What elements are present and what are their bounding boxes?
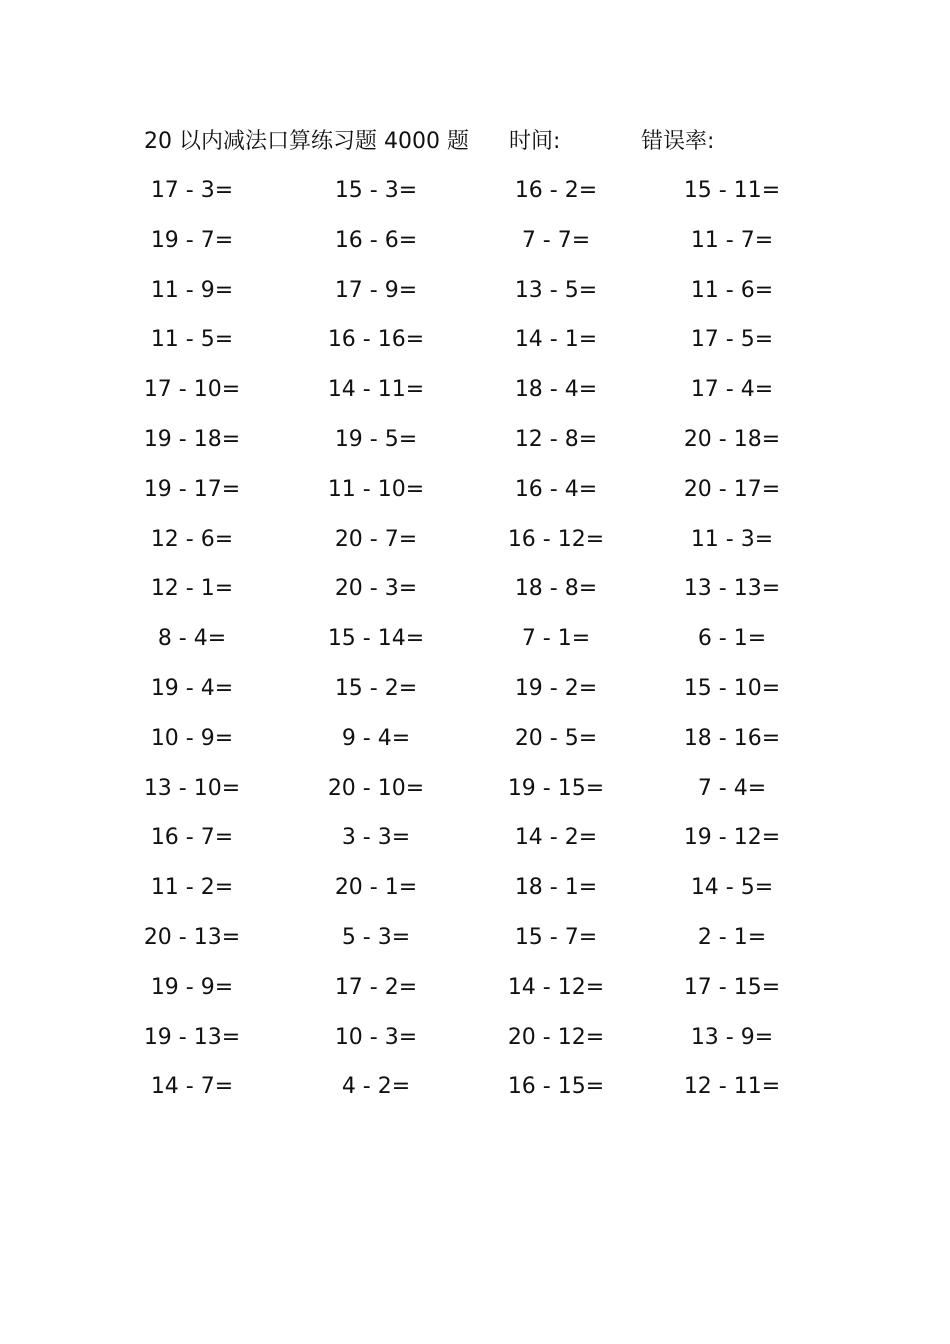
problem-item: 20 - 17=: [683, 476, 781, 502]
error-rate-label: 错误率:: [641, 129, 715, 154]
problem-item: 15 - 2=: [334, 676, 418, 701]
problem-item: 17 - 3=: [150, 178, 234, 203]
problem-item: 16 - 16=: [327, 327, 425, 353]
problem-item: 19 - 12=: [683, 825, 781, 851]
problem-item: 11 - 5=: [150, 327, 234, 353]
problem-item: 7 - 7=: [521, 227, 591, 253]
problem-item: 19 - 7=: [150, 227, 234, 253]
problem-row: [0, 315, 950, 365]
problem-row: [0, 216, 950, 266]
problem-row: [0, 1013, 950, 1063]
problem-row: [0, 515, 950, 565]
problem-item: 18 - 1=: [514, 875, 598, 901]
problem-row: [0, 614, 950, 664]
problem-item: 7 - 4=: [697, 775, 767, 801]
problem-item: 14 - 1=: [514, 327, 598, 353]
problem-item: 11 - 7=: [690, 227, 774, 253]
problem-item: 19 - 2=: [514, 676, 598, 701]
problem-item: 12 - 1=: [150, 576, 234, 602]
problem-item: 17 - 2=: [334, 974, 418, 1000]
problem-item: 5 - 3=: [341, 925, 411, 950]
problem-row: [0, 166, 950, 216]
worksheet-header: [144, 126, 844, 158]
problem-item: 18 - 4=: [514, 377, 598, 403]
problem-item: 11 - 9=: [150, 277, 234, 303]
problem-row: [0, 564, 950, 614]
problem-item: 15 - 14=: [327, 626, 425, 652]
problem-item: 14 - 7=: [150, 1074, 234, 1100]
problem-item: 19 - 18=: [143, 427, 241, 452]
problem-item: 12 - 11=: [683, 1074, 781, 1100]
problem-item: 3 - 3=: [341, 825, 411, 851]
problem-item: 20 - 10=: [327, 775, 425, 801]
problem-item: 16 - 15=: [507, 1074, 605, 1100]
problem-item: 17 - 5=: [690, 327, 774, 353]
problem-item: 13 - 13=: [683, 576, 781, 602]
problem-item: 14 - 12=: [507, 974, 605, 1000]
problem-item: 18 - 16=: [683, 725, 781, 751]
problem-item: 20 - 3=: [334, 576, 418, 602]
problem-item: 15 - 3=: [334, 178, 418, 203]
problem-item: 4 - 2=: [341, 1074, 411, 1100]
problem-row: [0, 863, 950, 913]
problem-item: 16 - 12=: [507, 526, 605, 552]
problem-row: [0, 764, 950, 814]
problem-row: [0, 714, 950, 764]
problem-item: 14 - 2=: [514, 825, 598, 851]
problem-item: 16 - 2=: [514, 178, 598, 203]
problem-item: 19 - 4=: [150, 676, 234, 701]
problem-item: 18 - 8=: [514, 576, 598, 602]
problem-row: [0, 1062, 950, 1112]
problem-item: 11 - 10=: [327, 476, 425, 502]
problem-item: 19 - 15=: [507, 775, 605, 801]
problem-row: [0, 465, 950, 515]
problem-row: [0, 664, 950, 714]
worksheet-title: 20 以内减法口算练习题 4000 题: [144, 129, 469, 154]
problem-item: 11 - 6=: [690, 277, 774, 303]
problem-item: 16 - 7=: [150, 825, 234, 851]
problem-item: 12 - 6=: [150, 526, 234, 552]
problem-item: 20 - 1=: [334, 875, 418, 901]
problem-item: 20 - 5=: [514, 725, 598, 751]
problem-item: 9 - 4=: [341, 725, 411, 751]
problem-item: 11 - 3=: [690, 526, 774, 552]
problem-item: 14 - 11=: [327, 377, 425, 403]
problem-item: 16 - 4=: [514, 476, 598, 502]
problem-row: [0, 266, 950, 316]
problem-row: [0, 963, 950, 1013]
problem-item: 15 - 11=: [683, 178, 781, 203]
problem-row: [0, 913, 950, 963]
problem-item: 10 - 9=: [150, 725, 234, 751]
problem-item: 7 - 1=: [521, 626, 591, 652]
problem-item: 20 - 13=: [143, 925, 241, 950]
problem-item: 11 - 2=: [150, 875, 234, 901]
problem-item: 6 - 1=: [697, 626, 767, 652]
problem-item: 20 - 18=: [683, 427, 781, 452]
problem-row: [0, 415, 950, 465]
problem-item: 19 - 5=: [334, 427, 418, 452]
problem-item: 19 - 13=: [143, 1024, 241, 1050]
problem-row: [0, 813, 950, 863]
problem-item: 13 - 5=: [514, 277, 598, 303]
problem-item: 14 - 5=: [690, 875, 774, 901]
problem-row: [0, 365, 950, 415]
problem-item: 17 - 15=: [683, 974, 781, 1000]
problem-item: 13 - 10=: [143, 775, 241, 801]
problem-item: 17 - 4=: [690, 377, 774, 403]
problem-item: 20 - 7=: [334, 526, 418, 552]
problem-item: 10 - 3=: [334, 1024, 418, 1050]
problem-item: 13 - 9=: [690, 1024, 774, 1050]
problem-item: 20 - 12=: [507, 1024, 605, 1050]
problem-item: 8 - 4=: [157, 626, 227, 652]
problem-item: 2 - 1=: [697, 925, 767, 950]
problem-item: 17 - 9=: [334, 277, 418, 303]
problem-item: 19 - 9=: [150, 974, 234, 1000]
problem-item: 15 - 10=: [683, 676, 781, 701]
problem-item: 15 - 7=: [514, 925, 598, 950]
time-label: 时间:: [509, 129, 561, 154]
problem-item: 19 - 17=: [143, 476, 241, 502]
problem-item: 12 - 8=: [514, 427, 598, 452]
problem-item: 17 - 10=: [143, 377, 241, 403]
problem-item: 16 - 6=: [334, 227, 418, 253]
